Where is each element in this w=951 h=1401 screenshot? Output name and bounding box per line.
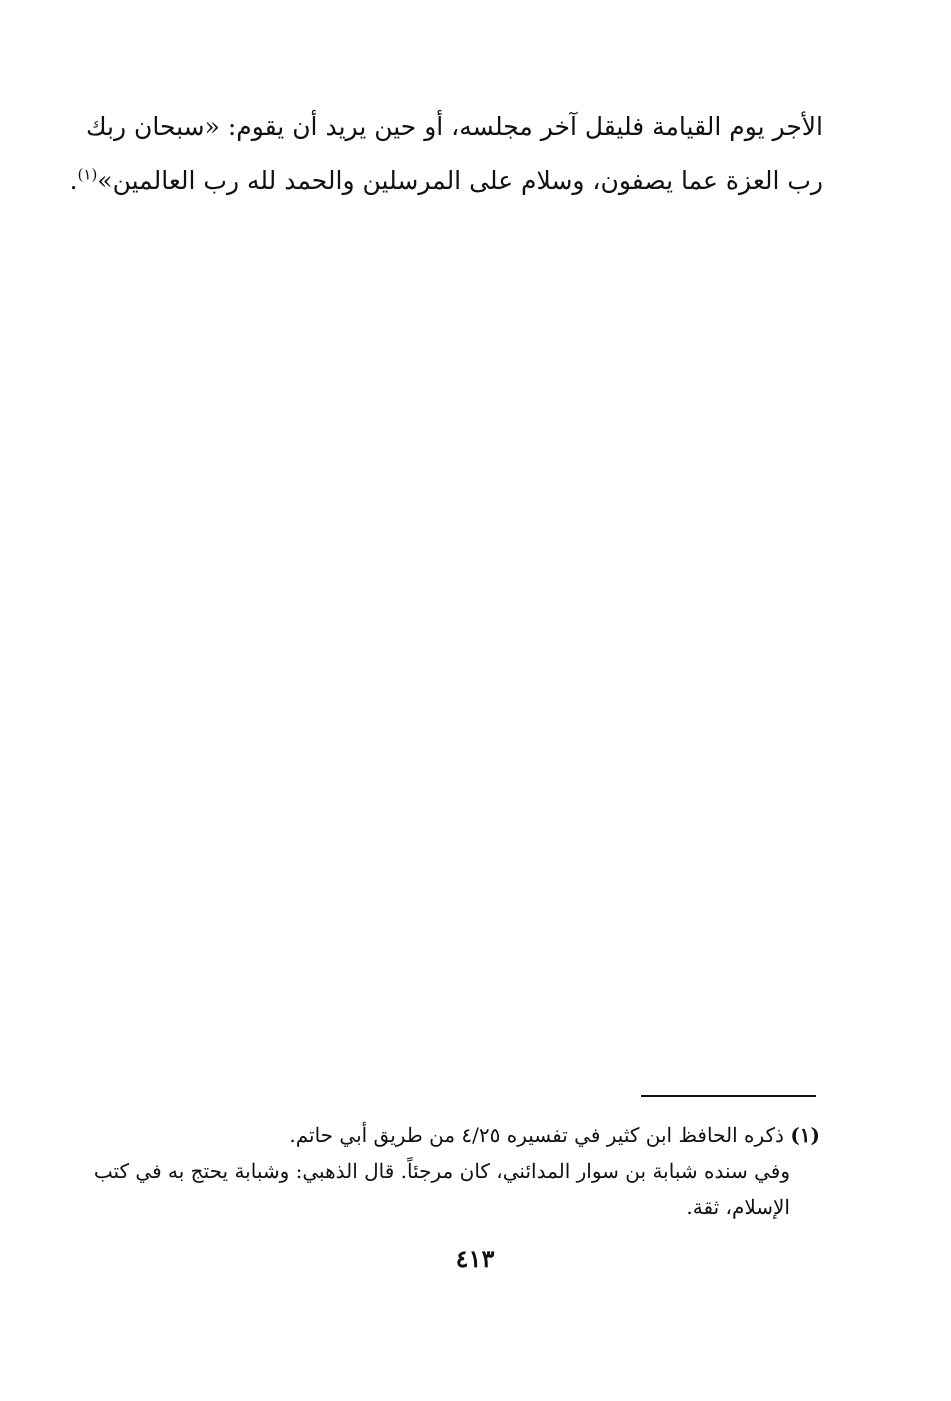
page-number: ٤١٣ xyxy=(455,1244,495,1273)
body-line-2-text: رب العزة عما يصفون، وسلام على المرسلين والحمد لله رب العالمين» xyxy=(97,166,823,195)
body-paragraph xyxy=(69,100,823,208)
footnotes xyxy=(93,1117,820,1225)
body-line-1: الأجر يوم القيامة فليقل آخر مجلسه، أو حين يريد أن يقوم: «سبحان ربك xyxy=(85,112,823,141)
body-line-2 xyxy=(69,154,823,208)
footnote-line-2: وفي سنده شبابة بن سوار المدائني، كان مرجئاً. قال الذهبي: وشبابة يحتج به في كتب xyxy=(93,1159,790,1183)
footnote-reference: (١) xyxy=(77,165,98,184)
footnote-line-1-text: ذكره الحافظ ابن كثير في تفسيره ٤/٢٥ من طريق أبي حاتم. xyxy=(289,1123,784,1147)
footnote-number: (١) xyxy=(790,1123,820,1147)
body-line-2-period: . xyxy=(69,166,78,195)
footnote-separator xyxy=(641,1095,816,1097)
footnote-line-3: الإسلام، ثقة. xyxy=(686,1195,790,1219)
footnote-line-1 xyxy=(128,1117,820,1153)
